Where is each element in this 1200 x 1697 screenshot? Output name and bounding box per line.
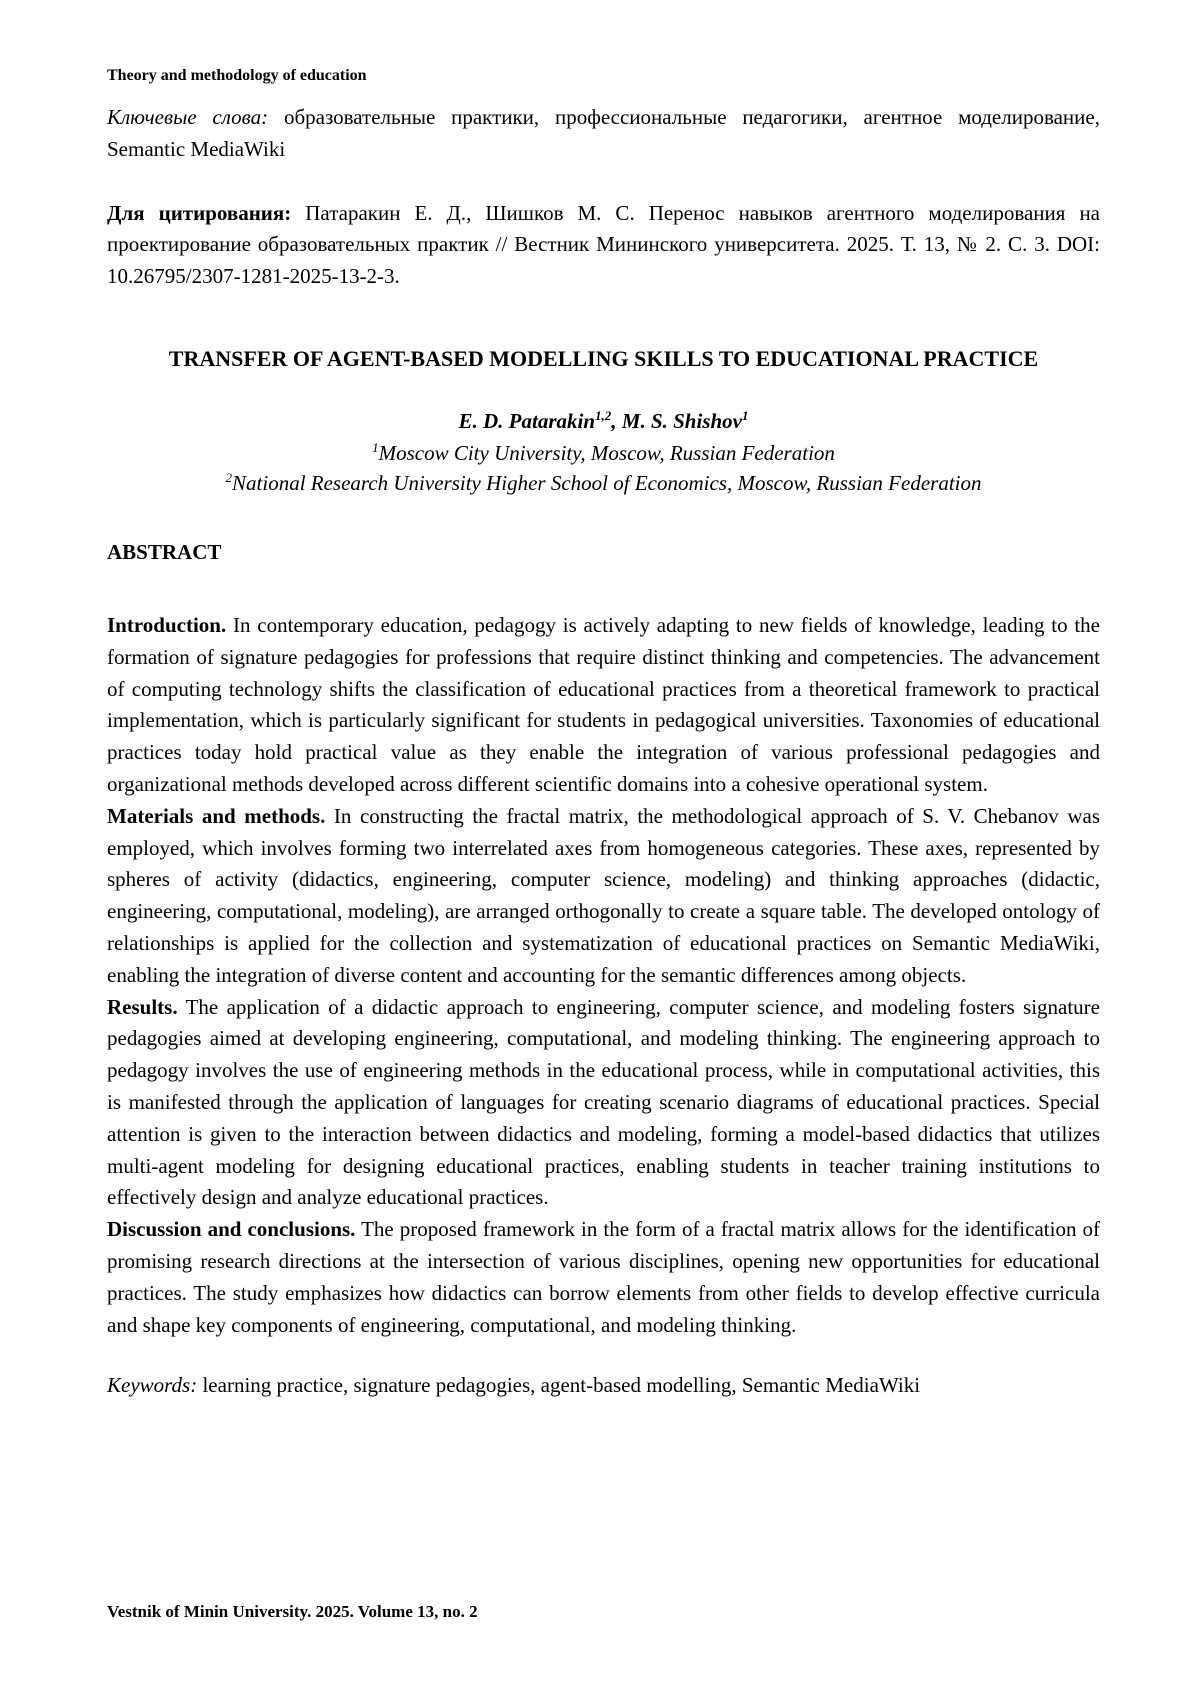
affiliation-line <box>107 438 1100 468</box>
abstract-section-materials-and-methods <box>107 801 1100 992</box>
authors-line <box>107 408 1100 434</box>
abstract-body <box>107 610 1100 1341</box>
authors-separator: , <box>611 408 622 433</box>
keywords-ru-label: Ключевые слова: <box>107 105 269 129</box>
affiliation-marker: 1 <box>372 439 379 455</box>
author-affiliation-marker: 1 <box>742 407 749 423</box>
author-affiliation-marker: 1,2 <box>595 407 612 423</box>
section-text: In contemporary education, pedagogy is actively adapting to new fields of knowledge, leading to the formation of signature pedagogies for professions that require distinct thinking and competencies. The advancement of computing technology shifts the classification of educational practices from a theoretical framework to practical implementation, which is particularly significant for students in pedagogical universities. Taxonomies of educational practices today hold practical value as they enable the integration of various professional pedagogies and organizational methods developed across different scientific domains into a cohesive operational system. <box>107 612 1101 796</box>
article-title: TRANSFER OF AGENT-BASED MODELLING SKILLS TO EDUCATIONAL PRACTICE <box>168 345 1039 371</box>
abstract-heading: ABSTRACT <box>107 539 222 564</box>
author-name: M. S. Shishov <box>621 408 742 433</box>
affiliation-text: National Research University Higher School of Economics, Moscow, Russian Federation <box>232 470 982 495</box>
journal-footer: Vestnik of Minin University. 2025. Volume 13, no. 2 <box>107 1602 478 1621</box>
abstract-section-discussion-and-conclusions <box>107 1214 1100 1341</box>
keywords-en-paragraph <box>107 1370 1100 1402</box>
abstract-section-introduction <box>107 610 1100 801</box>
citation-paragraph <box>107 198 1100 293</box>
section-label: Introduction. <box>107 612 227 637</box>
keywords-en-text: learning practice, signature pedagogies, agent-based modelling, Semantic MediaWiki <box>202 1373 921 1398</box>
section-label: Materials and methods. <box>107 803 326 828</box>
section-text: In constructing the fractal matrix, the methodological approach of S. V. Chebanov was employed, which involves forming two interrelated axes from homogeneous categories. These axes, represented by spheres of activity (didactics, engineering, computer science, modeling) and thinking approaches (didactic, engineering, computational, modeling), are arranged orthogonally to create a square table. The developed ontology of relationships is applied for the collection and systematization of educational practices on Semantic MediaWiki, enabling the integration of diverse content and accounting for the semantic differences among objects. <box>107 803 1101 987</box>
affiliation-marker: 2 <box>225 469 233 485</box>
section-text: The application of a didactic approach to engineering, computer science, and modeling fosters signature pedagogies aimed at developing engineering, computational, and modeling thinking. The engineering approach to pedagogy involves the use of engineering methods in the educational process, while in computational activities, this is manifested through the application of languages for creating scenario diagrams of educational practices. Special attention is given to the interaction between didactics and modeling, forming a model-based didactics that utilizes multi-agent modeling for designing educational practices, enabling students in teacher training institutions to effectively design and analyze educational practices. <box>107 994 1100 1210</box>
keywords-ru-text: образовательные практики, профессиональные педагогики, агентное моделирование, Semantic MediaWiki <box>107 105 1100 161</box>
keywords-en-label: Keywords: <box>107 1373 198 1398</box>
section-text: The proposed framework in the form of a fractal matrix allows for the identification of promising research directions at the intersection of various disciplines, opening new opportunities for educational practices. The study emphasizes how didactics can borrow elements from other fields to develop effective curricula and shape key components of engineering, computational, and modeling thinking. <box>107 1217 1100 1337</box>
affiliation-text: Moscow City University, Moscow, Russian Federation <box>378 440 835 465</box>
section-label: Discussion and conclusions. <box>107 1217 356 1242</box>
affiliations-block <box>107 438 1100 498</box>
citation-text: Патаракин Е. Д., Шишков М. С. Перенос навыков агентного моделирования на проектирование образовательных практик // Вестник Мининского университета. 2025. Т. 13, № 2. С. 3. DOI: 10.26795/2307-1281-2025-13-2-3. <box>107 200 1100 289</box>
keywords-ru-paragraph <box>107 102 1100 166</box>
author-name: E. D. Patarakin <box>458 408 596 433</box>
section-label: Results. <box>107 994 178 1019</box>
running-head: Theory and methodology of education <box>107 67 367 84</box>
affiliation-line <box>107 468 1100 498</box>
citation-label: Для цитирования: <box>107 200 292 225</box>
abstract-section-results <box>107 992 1100 1215</box>
